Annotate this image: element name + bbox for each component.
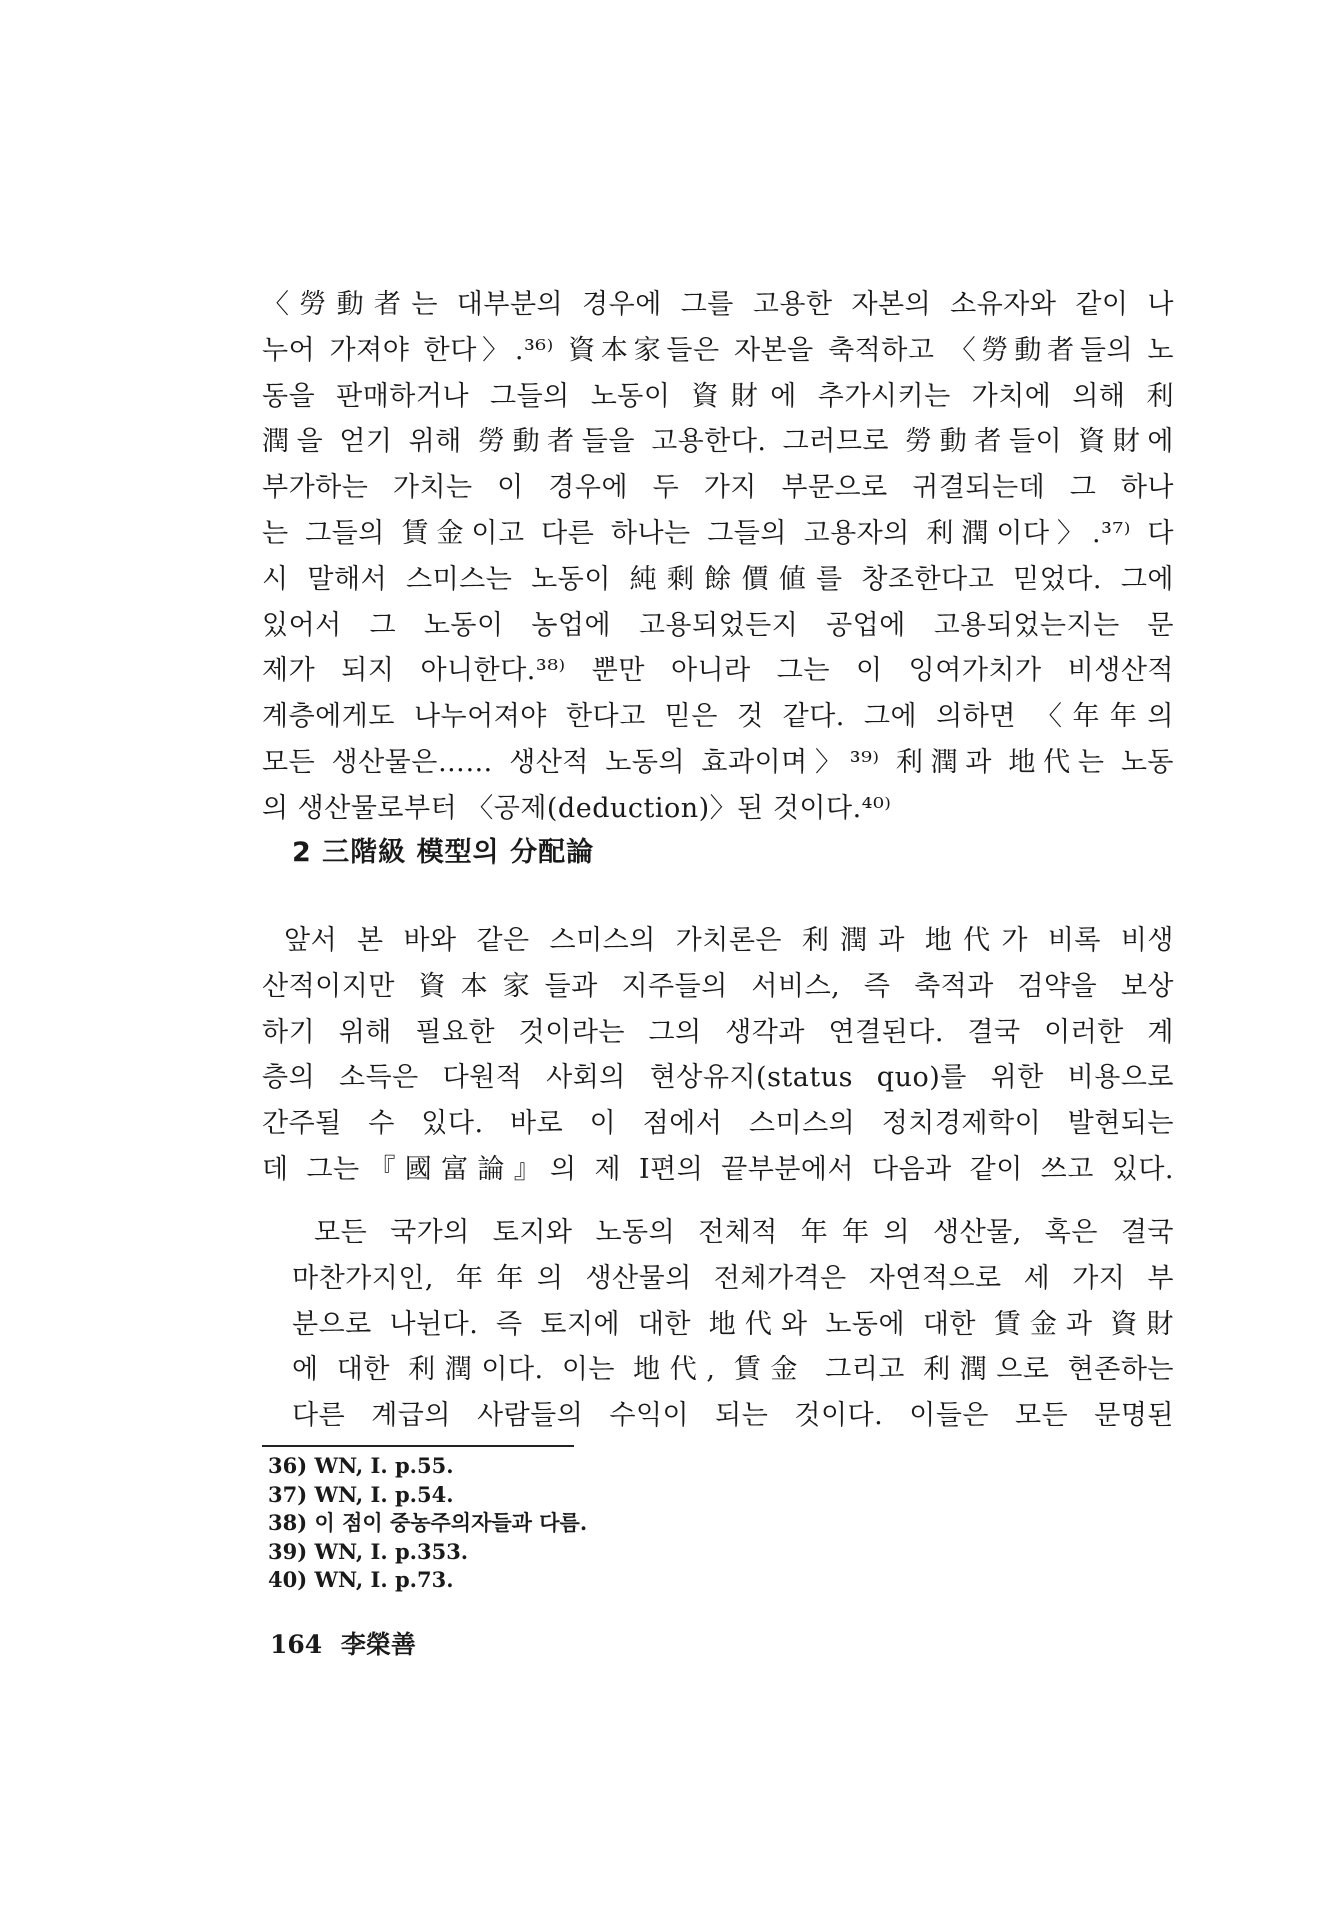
quote-line: 분으로 나뉜다. 즉 토지에 대한 地代와 노동에 대한 賃金과 資財 (292, 1308, 1174, 1340)
text-line: 는 그들의 賃金이고 다른 하나는 그들의 고용자의 利潤이다〉.³⁷⁾ 다 (262, 517, 1174, 549)
text-line: 누어 가져야 한다〉.³⁶⁾ 資本家들은 자본을 축적하고 〈勞動者들의 노 (262, 334, 1174, 366)
text-line: 계층에게도 나누어져야 한다고 믿은 것 같다. 그에 의하면 〈年年의 (262, 701, 1174, 733)
section-heading: 2 三階級 模型의 分配論 (292, 837, 595, 868)
quote-line: 마찬가지인, 年年의 생산물의 전체가격은 자연적으로 세 가지 부 (292, 1262, 1174, 1294)
footnote: 38) 이 점이 중농주의자들과 다름. (268, 1510, 588, 1535)
footnote: 40) WN, I. p.73. (268, 1567, 454, 1592)
text-line: 데 그는『國富論』의 제 I편의 끝부분에서 다음과 같이 쓰고 있다. (262, 1153, 1174, 1185)
text-line: 층의 소득은 다원적 사회의 현상유지(status quo)를 위한 비용으로 (262, 1062, 1174, 1094)
text-line: 潤을 얻기 위해 勞動者들을 고용한다. 그러므로 勞動者들이 資財에 (262, 426, 1174, 458)
text-line: 의 생산물로부터 〈공제(deduction)〉된 것이다.⁴⁰⁾ (262, 792, 892, 824)
text-line: 〈勞動者는 대부분의 경우에 그를 고용한 자본의 소유자와 같이 나 (262, 289, 1174, 320)
author-name: 李榮善 (340, 1630, 416, 1659)
text-line: 있어서 그 노동이 농업에 고용되었든지 공업에 고용되었는지는 문 (262, 609, 1174, 641)
text-line: 동을 판매하거나 그들의 노동이 資財에 추가시키는 가치에 의해 利 (262, 380, 1174, 412)
text-line: 제가 되지 아니한다.³⁸⁾ 뿐만 아니라 그는 이 잉여가치가 비생산적 (262, 655, 1174, 687)
footnote: 37) WN, I. p.54. (268, 1481, 454, 1507)
quote-line: 다른 계급의 사람들의 수익이 되는 것이다. 이들은 모든 문명된 (292, 1400, 1174, 1432)
page-number: 164 (270, 1630, 323, 1659)
text-line: 앞서 본 바와 같은 스미스의 가치론은 利潤과 地代가 비록 비생 (284, 925, 1174, 956)
footnotes (268, 1452, 587, 1595)
text-line: 시 말해서 스미스는 노동이 純剩餘價値를 창조한다고 믿었다. 그에 (262, 563, 1174, 595)
footnote: 36) WN, I. p.55. (268, 1453, 454, 1478)
text-line: 간주될 수 있다. 바로 이 점에서 스미스의 정치경제학이 발현되는 (262, 1108, 1174, 1140)
text-line: 하기 위해 필요한 것이라는 그의 생각과 연결된다. 결국 이러한 계 (262, 1016, 1174, 1048)
footnote: 39) WN, I. p.353. (268, 1538, 469, 1564)
footnote-divider (262, 1445, 574, 1447)
text-line: 모든 생산물은…… 생산적 노동의 효과이며〉³⁹⁾ 利潤과 地代는 노동 (262, 746, 1174, 778)
quote-line: 에 대한 利潤이다. 이는 地代, 賃金 그리고 利潤으로 현존하는 (292, 1354, 1174, 1386)
body-paragraph-2 (262, 918, 1174, 1193)
text-line: 부가하는 가치는 이 경우에 두 가지 부문으로 귀결되는데 그 하나 (262, 472, 1174, 504)
block-quote (292, 1210, 1174, 1439)
quote-line: 모든 국가의 토지와 노동의 전체적 年年의 생산물, 혹은 결국 (314, 1217, 1174, 1248)
body-paragraph-1 (262, 282, 1174, 832)
page-footer (270, 1625, 416, 1661)
text-line: 산적이지만 資本家들과 지주들의 서비스, 즉 축적과 검약을 보상 (262, 970, 1174, 1002)
